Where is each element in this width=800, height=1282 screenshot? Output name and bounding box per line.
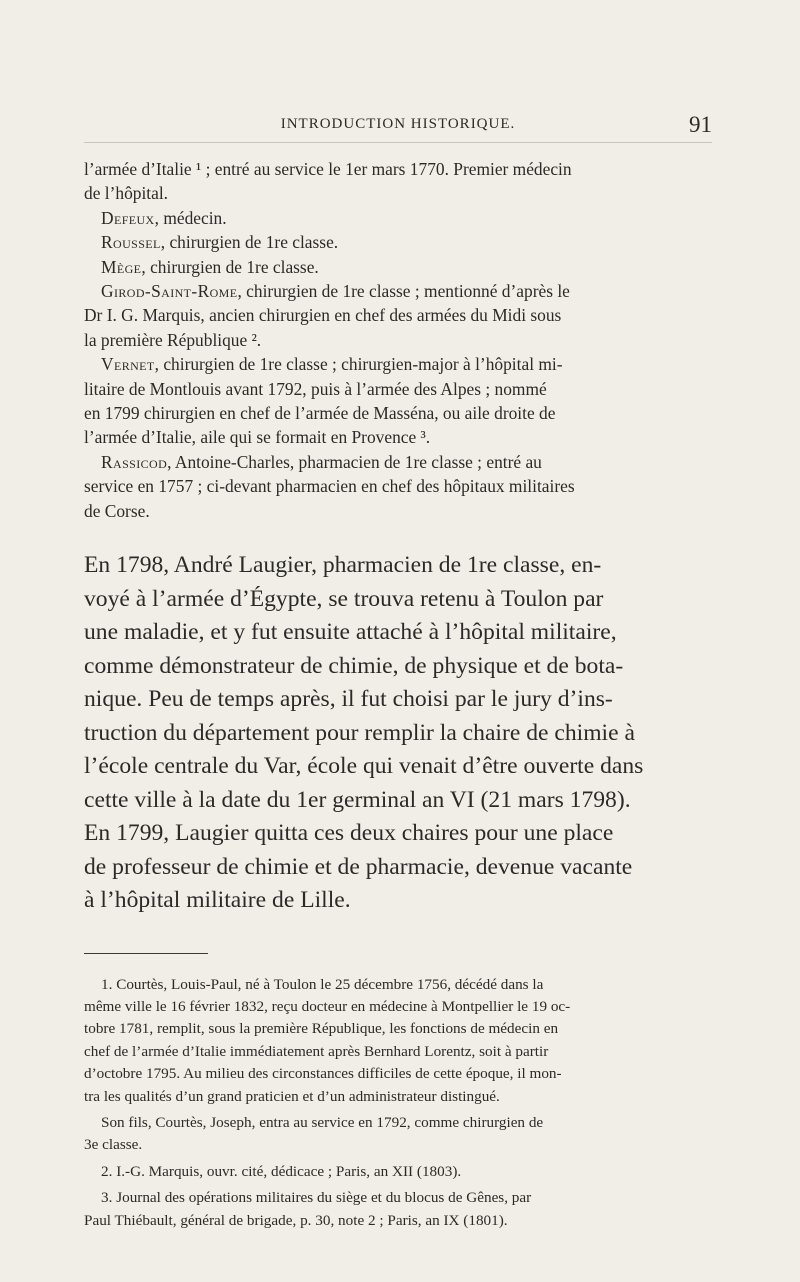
footnote [84, 1112, 712, 1157]
staff-entry [84, 352, 712, 450]
text-line: tobre 1781, remplit, sous la première République, les fonctions de médecin en [84, 1020, 559, 1038]
staff-description: , chirurgien de 1re classe. [141, 256, 319, 277]
staff-entry [84, 279, 712, 352]
text-line: truction du département pour remplir la chaire de chimie à [84, 719, 635, 746]
staff-entry-continuation [84, 157, 712, 206]
text-line: En 1798, André Laugier, pharmacien de 1re classe, en- [84, 552, 602, 579]
text-line: litaire de Montlouis avant 1792, puis à l’armée des Alpes ; nommé [84, 378, 547, 399]
staff-description: , Antoine-Charles, pharmacien de 1re classe ; entré au [167, 451, 542, 472]
text-line: l’armée d’Italie ¹ ; entré au service le 1er mars 1770. Premier médecin [84, 159, 572, 179]
footnote [84, 1187, 712, 1232]
text-line: comme démonstrateur de chimie, de physique et de bota- [84, 652, 624, 679]
text-line: une maladie, et y fut ensuite attaché à l’hôpital militaire, [84, 619, 617, 646]
footnote [84, 1161, 712, 1183]
staff-list [84, 157, 712, 523]
page-header [84, 112, 712, 143]
staff-name: Rassicod [101, 451, 168, 472]
running-title: INTRODUCTION HISTORIQUE. [280, 116, 516, 132]
book-page [84, 112, 712, 1232]
staff-description: , médecin. [154, 207, 227, 228]
text-line: service en 1757 ; ci-devant pharmacien en chef des hôpitaux militaires [84, 476, 575, 497]
main-paragraph [84, 549, 712, 918]
staff-entry [84, 255, 712, 279]
text-line: l’armée d’Italie, aile qui se formait en Provence ³. [84, 427, 431, 448]
text-line: la première République ². [84, 329, 262, 350]
text-line: 3e classe. [84, 1136, 143, 1154]
staff-name: Defeux [101, 207, 155, 228]
text-line: nique. Peu de temps après, il fut choisi par le jury d’ins- [84, 686, 613, 713]
staff-description: , chirurgien de 1re classe ; chirurgien-major à l’hôpital mi- [154, 354, 563, 375]
text-line: voyé à l’armée d’Égypte, se trouva retenu à Toulon par [84, 585, 604, 612]
text-line: de professeur de chimie et de pharmacie, devenue vacante [84, 853, 633, 880]
staff-name: Mège [101, 256, 142, 277]
staff-name: Roussel [101, 232, 161, 253]
text-line: en 1799 chirurgien en chef de l’armée de Masséna, ou aile droite de [84, 403, 556, 424]
footnote-rule [84, 953, 208, 954]
staff-name: Girod-Saint-Rome [101, 281, 238, 302]
text-line: d’octobre 1795. Au milieu des circonstances difficiles de cette époque, il mon- [84, 1065, 562, 1083]
text-line: même ville le 16 février 1832, reçu docteur en médecine à Montpellier le 19 oc- [84, 998, 571, 1015]
staff-entry [84, 450, 712, 523]
staff-entry [84, 230, 712, 254]
text-line: à l’hôpital militaire de Lille. [84, 887, 351, 914]
footnotes [84, 974, 712, 1232]
text-line: En 1799, Laugier quitta ces deux chaires pour une place [84, 820, 614, 847]
text-line: tra les qualités d’un grand praticien et d’un administrateur distingué. [84, 1087, 500, 1105]
text-line: l’école centrale du Var, école qui venait d’être ouverte dans [84, 753, 644, 780]
text-line: 2. I.-G. Marquis, ouvr. cité, dédicace ; Paris, an XII (1803). [101, 1162, 462, 1180]
text-line: chef de l’armée d’Italie immédiatement après Bernhard Lorentz, soit à partir [84, 1042, 549, 1060]
staff-description: , chirurgien de 1re classe. [160, 232, 339, 253]
staff-description: , chirurgien de 1re classe ; mentionné d’après le [237, 281, 570, 302]
text-line: de Corse. [84, 500, 150, 521]
text-line: Paul Thiébault, général de brigade, p. 30, note 2 ; Paris, an IX (1801). [84, 1211, 508, 1229]
text-line: cette ville à la date du 1er germinal an VI (21 mars 1798). [84, 786, 631, 813]
text-line: de l’hôpital. [84, 183, 169, 204]
page-number: 91 [689, 112, 712, 137]
footnote [84, 974, 712, 1108]
text-line: 1. Courtès, Louis-Paul, né à Toulon le 25 décembre 1756, décédé dans la [101, 975, 544, 993]
text-line: Dr I. G. Marquis, ancien chirurgien en chef des armées du Midi sous [84, 305, 562, 326]
text-line: Son fils, Courtès, Joseph, entra au service en 1792, comme chirurgien de [101, 1114, 544, 1132]
text-line: 3. Journal des opérations militaires du siège et du blocus de Gênes, par [101, 1189, 532, 1207]
staff-entry [84, 206, 712, 230]
staff-name: Vernet [101, 354, 155, 375]
